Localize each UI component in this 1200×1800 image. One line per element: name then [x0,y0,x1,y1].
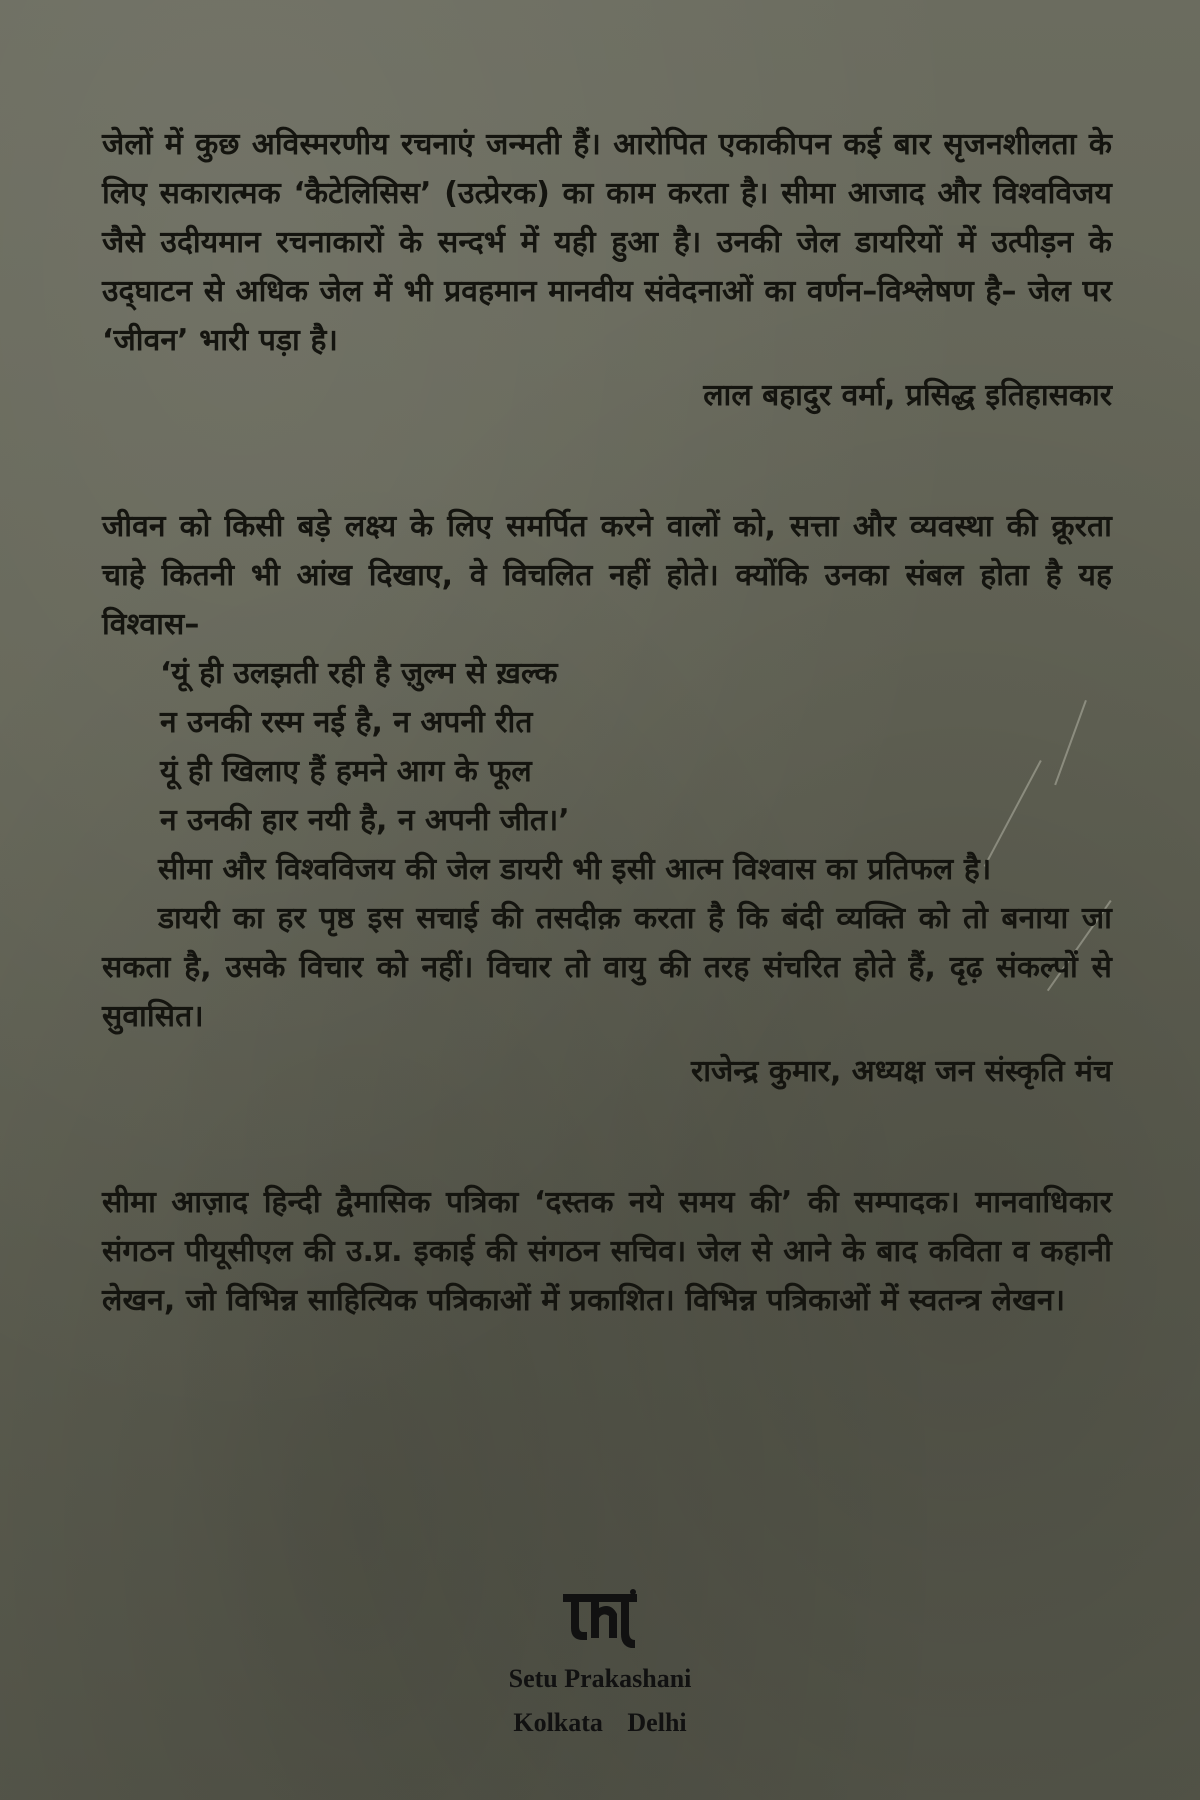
review-lal-bahadur-verma: जेलों में कुछ अविस्मरणीय रचनाएं जन्मती हैं। आरोपित एकाकीपन कई बार सृजनशीलता के लिए सकारात्मक ‘कैटेलिसिस’ (उत्प्रेरक) का काम करता है। सीमा आजाद और विश्वविजय जैसे उदीयमान रचनाकारों के सन्दर्भ में यही हुआ है। उनकी जेल डायरियों में उत्पीड़न के उद्‌घाटन से अधिक जेल में भी प्रवहमान मानवीय संवेदनाओं का वर्णन–विश्लेषण है– जेल पर ‘जीवन’ भारी पड़ा है। [102,127,1112,358]
author-bio: सीमा आज़ाद हिन्दी द्वैमासिक पत्रिका ‘दस्तक नये समय की’ की सम्पादक। मानवाधिकार संगठन पीयूसीएल की उ.प्र. इकाई की संगठन सचिव। जेल से आने के बाद कविता व कहानी लेखन, जो विभिन्न साहित्यिक पत्रिकाओं में प्रकाशित। विभिन्न पत्रिकाओं में स्वतन्त्र लेखन। [102,1185,1112,1318]
signature-rajendra-kumar: राजेन्द्र कुमार, अध्यक्ष जन संस्कृति मंच [690,1054,1112,1089]
verse-line: न उनकी हार नयी है, न अपनी जीत।’ [160,803,570,838]
verse-block [102,649,1112,845]
review-rajendra-kumar-para3: डायरी का हर पृष्ठ इस सचाई की तसदीक़ करता है कि बंदी व्यक्ति को तो बनाया जा सकता है, उसके विचार को नहीं। विचार तो वायु की तरह संचरित होते हैं, दृढ़ संकल्पों से सुवासित। [102,901,1112,1034]
section-spacer [102,1096,1112,1178]
publisher-block [0,1588,1200,1740]
review-rajendra-kumar-para2: सीमा और विश्वविजय की जेल डायरी भी इसी आत्म विश्वास का प्रतिफल है। [158,852,992,887]
publisher-cities: Kolkata Delhi [513,1708,687,1737]
verse-line: न उनकी रस्म नई है, न अपनी रीत [160,705,533,740]
setu-prakashani-logo-icon [557,1588,643,1654]
back-cover-text [102,120,1112,1325]
section-spacer [102,420,1112,502]
verse-line: यूं ही खिलाए हैं हमने आग के फूल [160,754,532,789]
signature-lal-bahadur-verma: लाल बहादुर वर्मा, प्रसिद्ध इतिहासकार [703,378,1112,413]
review-rajendra-kumar-intro: जीवन को किसी बड़े लक्ष्य के लिए समर्पित करने वालों को, सत्ता और व्यवस्था की क्रूरता चाहे कितनी भी आंख दिखाए, वे विचलित नहीं होते। क्योंकि उनका संबल होता है यह विश्वास– [102,509,1112,642]
verse-line: ‘यूं ही उलझती रही है ज़ुल्म से ख़ल्क [160,656,558,691]
publisher-name: Setu Prakashani [508,1664,692,1693]
